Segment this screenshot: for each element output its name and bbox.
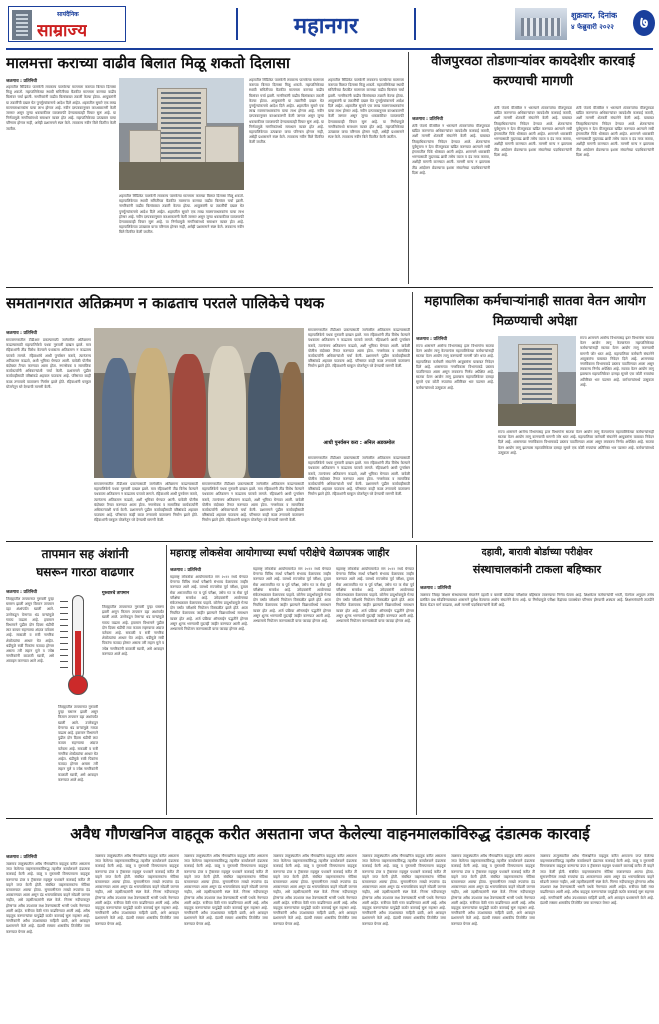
article-body-cont2: समतानगरातील टीडीआर प्रकल्पासाठी जागेवरील अतिक्रमण काढण्यासाठी महापालिकेचे पथक गुरुवारी दाखल झाले. मात्र रहिवाशांनी तीव्र विरोध केल्याने पथकाला अतिक्रमण न काढताच परतावे लागले. रहिवाशांचे आधी पुनर्वसन करावे, त्यानंतरच अतिक्रमण काढावे, अशी भूमिका घेण्यात आली. यावेळी पोलीस बंदोबस्त तैनात करण्यात आला होता. नगरसेवक व सामाजिक कार्यकर्त्यांनी अधिकाऱ्यांशी चर्चा केली. प्रशासनाने पुढील कार्यवाहीसाठी वरिष्ठांकडे अहवाल पाठवला आहे. परिसरात काही काळ तणावाचे वातावरण निर्माण झाले होते. रहिवाशांनी घरकुल योजनेतून घरे देण्याची मागणी केली. <box>202 482 304 523</box>
article-body-cont3: शहरातील सिंडिकेट पालकेनी लवकरच पालकेन्या मालमत्ता कराच्या बिलात दिलासा मिळू शकतो. महापालिकेच्या स्थायी समितीच्या बैठकीत मालमत्ता कराच्या वाढीव बिलांवर चर्चा झाली. नागरिकांनी वाढीव बिलांबाबत तक्रारी केल्या होत्या. आयुक्तांनी या तक्रारींची दखल घेत पुनर्मूल्यांकनाचे आदेश दिले आहेत. शहरातील सुमारे एक लाख मालमत्ताधारकांना याचा लाभ होणार आहे. नवीन दरपत्रकानुसार करआकारणी केली जाणार असून जुन्या थकबाकीवर व्याजमाफी देण्याबाबतही विचार सुरू आहे. या निर्णयामुळे नागरिकांमध्ये समाधान व्यक्त होत आहे. महापालिकेच्या उत्पन्नावर याचा परिणाम होणार नाही, असेही प्रशासनाने स्पष्ट केले. लवकरच नवीन बिले वितरित केली जातील. <box>328 78 404 140</box>
article-body: शहरातील सिंडिकेट पालकेनी लवकरच पालकेन्या मालमत्ता कराच्या बिलात दिलासा मिळू शकतो. महापालिकेच्या स्थायी समितीच्या बैठकीत मालमत्ता कराच्या वाढीव बिलांवर चर्चा झाली. नागरिकांनी वाढीव बिलांबाबत तक्रारी केल्या होत्या. आयुक्तांनी या तक्रारींची दखल घेत पुनर्मूल्यांकनाचे आदेश दिले आहेत. शहरातील सुमारे एक लाख मालमत्ताधारकांना याचा लाभ होणार आहे. नवीन दरपत्रकानुसार करआकारणी केली जाणार असून जुन्या थकबाकीवर व्याजमाफी देण्याबाबतही विचार सुरू आहे. या निर्णयामुळे नागरिकांमध्ये समाधान व्यक्त होत आहे. महापालिकेच्या उत्पन्नावर याचा परिणाम होणार नाही, असेही प्रशासनाने स्पष्ट केले. लवकरच नवीन बिले वितरित केली जातील. <box>6 85 116 131</box>
article-body: जळगाव तालुक्यातील अवैध गौणखनिज वाहतूक करीत असताना जप्त केलेल्या वाहनमालकांविरुद्ध तहसील कार्यालयाने दंडात्मक कारवाई केली आहे. वाळू व मुरुमाची विनापरवाना वाहतूक करणाऱ्या डंपर व ट्रॅक्टरवर महसूल पथकाने कारवाई करीत ती वाहने जप्त केली होती. संबंधित वाहनमालकांना नोटिसा बजावण्यात आल्या होत्या. सुनावणीनंतर लाखो रुपयांचा दंड आकारण्यात आला असून दंड भरल्याशिवाय वाहने सोडली जाणार नाहीत, असे तहसीलदारांनी स्पष्ट केले. गिरणा नदीपात्रातून होणाऱ्या अवैध उपशावर लक्ष ठेवण्यासाठी भरारी पथके नेमण्यात आली आहेत. रात्रीच्या वेळी गस्त वाढविण्यात आली आहे. अवैध वाहतूक करणाऱ्यांवर यापुढेही कठोर कारवाई सुरू राहणार आहे. नागरिकांनी अवैध उपशाबाबत माहिती द्यावी, असे आवाहन प्रशासनाने केले आहे. दंडाची रक्कम शासकीय तिजोरीत जमा करण्यात येणार आहे. <box>6 862 90 934</box>
article-byline: जळगाव : प्रतिनिधी <box>420 586 452 591</box>
article-body: शेती पंपाचे वीजबिल न भरल्याने शेतकऱ्यांचा वीजपुरवठा खंडित करणाऱ्या अधिकाऱ्यांवर कायदेशीर कारवाई करावी, अशी मागणी शेतकरी संघटनेने केली आहे. याबाबत जिल्हाधिकाऱ्यांना निवेदन देण्यात आले. शेतकऱ्यांना पूर्वसूचना न देता वीजपुरवठा खंडित करण्यात आल्याने रब्बी हंगामातील पिके धोक्यात आली आहेत. शासनाने थकबाकी भरण्यासाठी मुदतवाढ द्यावी तसेच व्याज व दंड माफ करावा, अशीही मागणी करण्यात आली. मागणी मान्य न झाल्यास तीव्र आंदोलन छेडण्याचा इशारा संघटनेच्या पदाधिकाऱ्यांनी दिला आहे. <box>412 124 490 175</box>
article-headline: मालमत्ता कराच्या वाढीव बिलात मिळू शकतो दिलासा <box>6 54 290 72</box>
article-byline: जळगाव : प्रतिनिधी <box>416 337 448 342</box>
section-title-box <box>236 8 416 40</box>
article-body: राज्य शासनाने आरोग्य विभागासह इतर विभागांना सातवा वेतन आयोग लागू केल्यानंतर महापालिकेच्या कर्मचाऱ्यांनाही सातवा वेतन आयोग लागू करण्याची मागणी जोर धरत आहे. महापालिका कर्मचारी संघटनेने आयुक्तांना याबाबत निवेदन दिले आहे. शासनाच्या नगरविकास विभागाकडे प्रस्ताव पाठविण्यात आला असून लवकरच निर्णय अपेक्षित आहे. सातवा वेतन आयोग लागू झाल्यास महापालिकेवर दरमहा सुमारे एक कोटी रुपयांचा अतिरिक्त भार पडणार आहे. कर्मचाऱ्यांमध्ये उत्सुकता आहे. <box>416 344 494 390</box>
article-property-tax <box>6 52 404 284</box>
article-body: जळगाव जिल्हा शिक्षण संस्थाचालक संघटनेने दहावी व बारावी बोर्डाच्या परीक्षांवर बहिष्कार टाकण्याचा निर्णय घेतला आहे. शिक्षकेतर कर्मचाऱ्यांची भरती, वेतनेतर अनुदान तसेच प्रलंबित प्रश्न सोडविण्याबाबत शासनाने दुर्लक्ष केल्याचा आरोप संघटनेने केला आहे. या निर्णयामुळे परीक्षा केंद्रांच्या व्यवस्थेवर परिणाम होण्याची शक्यता आहे. शिक्षणमंत्र्यांनी तातडीने बैठक घेऊन मार्ग काढावा, अशी मागणी पदाधिकाऱ्यांनी केली आहे. <box>420 593 654 608</box>
article-body-cont2: जिल्ह्यातील तापमानात गुरुवारी पुन्हा घसरण झाली असून किमान तापमान दहा अंशांपर्यंत खाली आले. उत्तरेकडून येणाऱ्या थंड वाऱ्यांमुळे गारठा वाढला आहे. हवामान विभागाने पुढील दोन दिवस थंडीची लाट कायम राहण्याचा अंदाज वर्तवला आहे. सकाळी व रात्री नागरिक शेकोट्यांचा आधार घेत आहेत. थंडीमुळे रब्बी पिकांना फायदा होणार असला तरी लहान मुले व ज्येष्ठ नागरिकांनी काळजी घ्यावी, असे आवाहन करण्यात आले आहे. <box>58 705 98 782</box>
article-body: महाराष्ट्र लोकसेवा आयोगामार्फत सन २०२२ मध्ये घेण्यात येणाऱ्या विविध स्पर्धा परीक्षांचे संभाव्य वेळापत्रक जाहीर करण्यात आले आहे. यामध्ये राज्यसेवा पूर्व परीक्षा, दुय्यम सेवा अराजपत्रित गट ब पूर्व परीक्षा, तसेच गट क सेवा पूर्व परीक्षेचा समावेश आहे. उमेदवारांनी आयोगाच्या संकेतस्थळावर वेळापत्रक पाहावे. कोरोना प्रादुर्भावामुळे गेल्या दोन वर्षांत परीक्षांचे नियोजन विस्कळीत झाले होते. आता नियमित वेळापत्रक जाहीर झाल्याने विद्यार्थ्यांमध्ये समाधान व्यक्त होत आहे. अर्ज प्रक्रिया ऑनलाईन पद्धतीने होणार असून शुल्क भरण्याची मुदतही जाहीर करण्यात आली आहे. अभ्यासाचे नियोजन करण्यासाठी याचा फायदा होणार आहे. <box>170 575 248 632</box>
section-rule <box>6 287 653 288</box>
municipal-building-photo <box>119 78 244 190</box>
article-body-cont2: शहरातील सिंडिकेट पालकेनी लवकरच पालकेन्या मालमत्ता कराच्या बिलात दिलासा मिळू शकतो. महापालिकेच्या स्थायी समितीच्या बैठकीत मालमत्ता कराच्या वाढीव बिलांवर चर्चा झाली. नागरिकांनी वाढीव बिलांबाबत तक्रारी केल्या होत्या. आयुक्तांनी या तक्रारींची दखल घेत पुनर्मूल्यांकनाचे आदेश दिले आहेत. शहरातील सुमारे एक लाख मालमत्ताधारकांना याचा लाभ होणार आहे. नवीन दरपत्रकानुसार करआकारणी केली जाणार असून जुन्या थकबाकीवर व्याजमाफी देण्याबाबतही विचार सुरू आहे. या निर्णयामुळे नागरिकांमध्ये समाधान व्यक्त होत आहे. महापालिकेच्या उत्पन्नावर याचा परिणाम होणार नाही, असेही प्रशासनाने स्पष्ट केले. लवकरच नवीन बिले वितरित केली जातील. <box>249 78 324 145</box>
article-headline: समतानगरात अतिक्रमण न काढताच परतले पालिकेचे पथक <box>6 294 325 312</box>
article-headline: महाराष्ट्र लोकसेवा आयोगाच्या स्पर्धा परीक्षेचे वेळापत्रक जाहीर <box>170 548 390 559</box>
article-mpsc-schedule <box>170 545 414 815</box>
article-body-col7: जळगाव तालुक्यातील अवैध गौणखनिज वाहतूक करीत असताना जप्त केलेल्या वाहनमालकांविरुद्ध तहसील कार्यालयाने दंडात्मक कारवाई केली आहे. वाळू व मुरुमाची विनापरवाना वाहतूक करणाऱ्या डंपर व ट्रॅक्टरवर महसूल पथकाने कारवाई करीत ती वाहने जप्त केली होती. संबंधित वाहनमालकांना नोटिसा बजावण्यात आल्या होत्या. सुनावणीनंतर लाखो रुपयांचा दंड आकारण्यात आला असून दंड भरल्याशिवाय वाहने सोडली जाणार नाहीत, असे तहसीलदारांनी स्पष्ट केले. गिरणा नदीपात्रातून होणाऱ्या अवैध उपशावर लक्ष ठेवण्यासाठी भरारी पथके नेमण्यात आली आहेत. रात्रीच्या वेळी गस्त वाढविण्यात आली आहे. अवैध वाहतूक करणाऱ्यांवर यापुढेही कठोर कारवाई सुरू राहणार आहे. नागरिकांनी अवैध उपशाबाबत माहिती द्यावी, असे आवाहन प्रशासनाने केले आहे. दंडाची रक्कम शासकीय तिजोरीत जमा करण्यात येणार आहे. <box>540 854 654 905</box>
section-rule <box>6 818 653 819</box>
byline-text: जळगाव : प्रतिनिधी <box>6 79 38 84</box>
article-body-cont4: समतानगरातील टीडीआर प्रकल्पासाठी जागेवरील अतिक्रमण काढण्यासाठी महापालिकेचे पथक गुरुवारी दाखल झाले. मात्र रहिवाशांनी तीव्र विरोध केल्याने पथकाला अतिक्रमण न काढताच परतावे लागले. रहिवाशांचे आधी पुनर्वसन करावे, त्यानंतरच अतिक्रमण काढावे, अशी भूमिका घेण्यात आली. यावेळी पोलीस बंदोबस्त तैनात करण्यात आला होता. नगरसेवक व सामाजिक कार्यकर्त्यांनी अधिकाऱ्यांशी चर्चा केली. प्रशासनाने पुढील कार्यवाहीसाठी वरिष्ठांकडे अहवाल पाठवला आहे. परिसरात काही काळ तणावाचे वातावरण निर्माण झाले होते. रहिवाशांनी घरकुल योजनेतून घरे देण्याची मागणी केली. <box>308 456 410 497</box>
article-temperature <box>6 545 164 815</box>
masthead <box>0 0 659 48</box>
article-byline <box>6 78 116 255</box>
article-pay-commission <box>416 292 654 538</box>
article-body-col4: जळगाव तालुक्यातील अवैध गौणखनिज वाहतूक करीत असताना जप्त केलेल्या वाहनमालकांविरुद्ध तहसील कार्यालयाने दंडात्मक कारवाई केली आहे. वाळू व मुरुमाची विनापरवाना वाहतूक करणाऱ्या डंपर व ट्रॅक्टरवर महसूल पथकाने कारवाई करीत ती वाहने जप्त केली होती. संबंधित वाहनमालकांना नोटिसा बजावण्यात आल्या होत्या. सुनावणीनंतर लाखो रुपयांचा दंड आकारण्यात आला असून दंड भरल्याशिवाय वाहने सोडली जाणार नाहीत, असे तहसीलदारांनी स्पष्ट केले. गिरणा नदीपात्रातून होणाऱ्या अवैध उपशावर लक्ष ठेवण्यासाठी भरारी पथके नेमण्यात आली आहेत. रात्रीच्या वेळी गस्त वाढविण्यात आली आहे. अवैध वाहतूक करणाऱ्यांवर यापुढेही कठोर कारवाई सुरू राहणार आहे. नागरिकांनी अवैध उपशाबाबत माहिती द्यावी, असे आवाहन प्रशासनाने केले आहे. दंडाची रक्कम शासकीय तिजोरीत जमा करण्यात येणार आहे. <box>273 854 357 926</box>
section-title: महानगर <box>293 14 359 39</box>
article-body-cont2: राज्य शासनाने आरोग्य विभागासह इतर विभागांना सातवा वेतन आयोग लागू केल्यानंतर महापालिकेच्या कर्मचाऱ्यांनाही सातवा वेतन आयोग लागू करण्याची मागणी जोर धरत आहे. महापालिका कर्मचारी संघटनेने आयुक्तांना याबाबत निवेदन दिले आहे. शासनाच्या नगरविकास विभागाकडे प्रस्ताव पाठविण्यात आला असून लवकरच निर्णय अपेक्षित आहे. सातवा वेतन आयोग लागू झाल्यास महापालिकेवर दरमहा सुमारे एक कोटी रुपयांचा अतिरिक्त भार पडणार आहे. कर्मचाऱ्यांमध्ये उत्सुकता आहे. <box>580 336 654 387</box>
article-byline: जळगाव : प्रतिनिधी <box>412 117 444 122</box>
masthead-rule <box>6 48 653 50</box>
article-byline: जळगाव : प्रतिनिधी <box>170 568 202 573</box>
municipal-office-photo <box>498 336 576 426</box>
column-rule <box>166 545 167 815</box>
masthead-logo-box <box>8 6 126 42</box>
masthead-date-box <box>515 6 655 42</box>
thermometer-label: गुरुवारचे तापमान <box>102 591 130 596</box>
date-line-1: शुक्रवार, दिनांक <box>571 11 618 20</box>
article-body: समतानगरातील टीडीआर प्रकल्पासाठी जागेवरील अतिक्रमण काढण्यासाठी महापालिकेचे पथक गुरुवारी दाखल झाले. मात्र रहिवाशांनी तीव्र विरोध केल्याने पथकाला अतिक्रमण न काढताच परतावे लागले. रहिवाशांचे आधी पुनर्वसन करावे, त्यानंतरच अतिक्रमण काढावे, अशी भूमिका घेण्यात आली. यावेळी पोलीस बंदोबस्त तैनात करण्यात आला होता. नगरसेवक व सामाजिक कार्यकर्त्यांनी अधिकाऱ्यांशी चर्चा केली. प्रशासनाने पुढील कार्यवाहीसाठी वरिष्ठांकडे अहवाल पाठवला आहे. परिसरात काही काळ तणावाचे वातावरण निर्माण झाले होते. रहिवाशांनी घरकुल योजनेतून घरे देण्याची मागणी केली. <box>6 338 91 389</box>
article-headline: महापालिका कर्मचाऱ्यांनाही सातवा वेतन आयोग मिळण्याची अपेक्षा <box>424 294 646 329</box>
section-rule <box>6 541 653 542</box>
masthead-graphic <box>515 8 567 40</box>
logo-wordmark: साम्राज्य <box>37 21 88 41</box>
article-board-exam <box>420 545 654 815</box>
article-subheadline: आधी पुनर्वसन करा : अनिल अडकमोल <box>323 440 395 446</box>
article-headline-1: दहावी, बारावी बोर्डाच्या परीक्षेवर <box>481 547 593 558</box>
article-headline-2: घसरून गारठा वाढणार <box>36 565 134 579</box>
article-body-cont3: समतानगरातील टीडीआर प्रकल्पासाठी जागेवरील अतिक्रमण काढण्यासाठी महापालिकेचे पथक गुरुवारी दाखल झाले. मात्र रहिवाशांनी तीव्र विरोध केल्याने पथकाला अतिक्रमण न काढताच परतावे लागले. रहिवाशांचे आधी पुनर्वसन करावे, त्यानंतरच अतिक्रमण काढावे, अशी भूमिका घेण्यात आली. यावेळी पोलीस बंदोबस्त तैनात करण्यात आला होता. नगरसेवक व सामाजिक कार्यकर्त्यांनी अधिकाऱ्यांशी चर्चा केली. प्रशासनाने पुढील कार्यवाहीसाठी वरिष्ठांकडे अहवाल पाठवला आहे. परिसरात काही काळ तणावाचे वातावरण निर्माण झाले होते. रहिवाशांनी घरकुल योजनेतून घरे देण्याची मागणी केली. <box>308 328 410 369</box>
article-byline: जळगाव : प्रतिनिधी <box>6 590 38 595</box>
article-body-cont: महाराष्ट्र लोकसेवा आयोगामार्फत सन २०२२ मध्ये घेण्यात येणाऱ्या विविध स्पर्धा परीक्षांचे संभाव्य वेळापत्रक जाहीर करण्यात आले आहे. यामध्ये राज्यसेवा पूर्व परीक्षा, दुय्यम सेवा अराजपत्रित गट ब पूर्व परीक्षा, तसेच गट क सेवा पूर्व परीक्षेचा समावेश आहे. उमेदवारांनी आयोगाच्या संकेतस्थळावर वेळापत्रक पाहावे. कोरोना प्रादुर्भावामुळे गेल्या दोन वर्षांत परीक्षांचे नियोजन विस्कळीत झाले होते. आता नियमित वेळापत्रक जाहीर झाल्याने विद्यार्थ्यांमध्ये समाधान व्यक्त होत आहे. अर्ज प्रक्रिया ऑनलाईन पद्धतीने होणार असून शुल्क भरण्याची मुदतही जाहीर करण्यात आली आहे. अभ्यासाचे नियोजन करण्यासाठी याचा फायदा होणार आहे. <box>253 567 331 624</box>
page-number: ७ <box>633 10 655 36</box>
article-body-cont: समतानगरातील टीडीआर प्रकल्पासाठी जागेवरील अतिक्रमण काढण्यासाठी महापालिकेचे पथक गुरुवारी दाखल झाले. मात्र रहिवाशांनी तीव्र विरोध केल्याने पथकाला अतिक्रमण न काढताच परतावे लागले. रहिवाशांचे आधी पुनर्वसन करावे, त्यानंतरच अतिक्रमण काढावे, अशी भूमिका घेण्यात आली. यावेळी पोलीस बंदोबस्त तैनात करण्यात आला होता. नगरसेवक व सामाजिक कार्यकर्त्यांनी अधिकाऱ्यांशी चर्चा केली. प्रशासनाने पुढील कार्यवाहीसाठी वरिष्ठांकडे अहवाल पाठवला आहे. परिसरात काही काळ तणावाचे वातावरण निर्माण झाले होते. रहिवाशांनी घरकुल योजनेतून घरे देण्याची मागणी केली. <box>94 482 198 523</box>
article-body-col3: जळगाव तालुक्यातील अवैध गौणखनिज वाहतूक करीत असताना जप्त केलेल्या वाहनमालकांविरुद्ध तहसील कार्यालयाने दंडात्मक कारवाई केली आहे. वाळू व मुरुमाची विनापरवाना वाहतूक करणाऱ्या डंपर व ट्रॅक्टरवर महसूल पथकाने कारवाई करीत ती वाहने जप्त केली होती. संबंधित वाहनमालकांना नोटिसा बजावण्यात आल्या होत्या. सुनावणीनंतर लाखो रुपयांचा दंड आकारण्यात आला असून दंड भरल्याशिवाय वाहने सोडली जाणार नाहीत, असे तहसीलदारांनी स्पष्ट केले. गिरणा नदीपात्रातून होणाऱ्या अवैध उपशावर लक्ष ठेवण्यासाठी भरारी पथके नेमण्यात आली आहेत. रात्रीच्या वेळी गस्त वाढविण्यात आली आहे. अवैध वाहतूक करणाऱ्यांवर यापुढेही कठोर कारवाई सुरू राहणार आहे. नागरिकांनी अवैध उपशाबाबत माहिती द्यावी, असे आवाहन प्रशासनाने केले आहे. दंडाची रक्कम शासकीय तिजोरीत जमा करण्यात येणार आहे. <box>184 854 268 926</box>
article-byline: जळगाव : प्रतिनिधी <box>6 855 38 860</box>
article-body: जिल्ह्यातील तापमानात गुरुवारी पुन्हा घसरण झाली असून किमान तापमान दहा अंशांपर्यंत खाली आले. उत्तरेकडून येणाऱ्या थंड वाऱ्यांमुळे गारठा वाढला आहे. हवामान विभागाने पुढील दोन दिवस थंडीची लाट कायम राहण्याचा अंदाज वर्तवला आहे. सकाळी व रात्री नागरिक शेकोट्यांचा आधार घेत आहेत. थंडीमुळे रब्बी पिकांना फायदा होणार असला तरी लहान मुले व ज्येष्ठ नागरिकांनी काळजी घ्यावी, असे आवाहन करण्यात आले आहे. <box>6 597 54 664</box>
article-body-cont2: महाराष्ट्र लोकसेवा आयोगामार्फत सन २०२२ मध्ये घेण्यात येणाऱ्या विविध स्पर्धा परीक्षांचे संभाव्य वेळापत्रक जाहीर करण्यात आले आहे. यामध्ये राज्यसेवा पूर्व परीक्षा, दुय्यम सेवा अराजपत्रित गट ब पूर्व परीक्षा, तसेच गट क सेवा पूर्व परीक्षेचा समावेश आहे. उमेदवारांनी आयोगाच्या संकेतस्थळावर वेळापत्रक पाहावे. कोरोना प्रादुर्भावामुळे गेल्या दोन वर्षांत परीक्षांचे नियोजन विस्कळीत झाले होते. आता नियमित वेळापत्रक जाहीर झाल्याने विद्यार्थ्यांमध्ये समाधान व्यक्त होत आहे. अर्ज प्रक्रिया ऑनलाईन पद्धतीने होणार असून शुल्क भरण्याची मुदतही जाहीर करण्यात आली आहे. अभ्यासाचे नियोजन करण्यासाठी याचा फायदा होणार आहे. <box>336 567 414 624</box>
logo-building-icon <box>12 10 32 40</box>
date-line-2: ४ फेब्रुवारी २०२२ <box>571 23 614 31</box>
article-body-col2: जळगाव तालुक्यातील अवैध गौणखनिज वाहतूक करीत असताना जप्त केलेल्या वाहनमालकांविरुद्ध तहसील कार्यालयाने दंडात्मक कारवाई केली आहे. वाळू व मुरुमाची विनापरवाना वाहतूक करणाऱ्या डंपर व ट्रॅक्टरवर महसूल पथकाने कारवाई करीत ती वाहने जप्त केली होती. संबंधित वाहनमालकांना नोटिसा बजावण्यात आल्या होत्या. सुनावणीनंतर लाखो रुपयांचा दंड आकारण्यात आला असून दंड भरल्याशिवाय वाहने सोडली जाणार नाहीत, असे तहसीलदारांनी स्पष्ट केले. गिरणा नदीपात्रातून होणाऱ्या अवैध उपशावर लक्ष ठेवण्यासाठी भरारी पथके नेमण्यात आली आहेत. रात्रीच्या वेळी गस्त वाढविण्यात आली आहे. अवैध वाहतूक करणाऱ्यांवर यापुढेही कठोर कारवाई सुरू राहणार आहे. नागरिकांनी अवैध उपशाबाबत माहिती द्यावी, असे आवाहन प्रशासनाने केले आहे. दंडाची रक्कम शासकीय तिजोरीत जमा करण्यात येणार आहे. <box>95 854 179 926</box>
article-illegal-mining <box>6 822 654 1020</box>
article-body-cont: शहरातील सिंडिकेट पालकेनी लवकरच पालकेन्या मालमत्ता कराच्या बिलात दिलासा मिळू शकतो. महापालिकेच्या स्थायी समितीच्या बैठकीत मालमत्ता कराच्या वाढीव बिलांवर चर्चा झाली. नागरिकांनी वाढीव बिलांबाबत तक्रारी केल्या होत्या. आयुक्तांनी या तक्रारींची दखल घेत पुनर्मूल्यांकनाचे आदेश दिले आहेत. शहरातील सुमारे एक लाख मालमत्ताधारकांना याचा लाभ होणार आहे. नवीन दरपत्रकानुसार करआकारणी केली जाणार असून जुन्या थकबाकीवर व्याजमाफी देण्याबाबतही विचार सुरू आहे. या निर्णयामुळे नागरिकांमध्ये समाधान व्यक्त होत आहे. महापालिकेच्या उत्पन्नावर याचा परिणाम होणार नाही, असेही प्रशासनाने स्पष्ट केले. लवकरच नवीन बिले वितरित केली जातील. <box>119 194 244 235</box>
article-power-cut <box>412 52 654 284</box>
logo-tagline: सायंदैनिक <box>57 11 79 18</box>
article-encroachment <box>6 292 410 538</box>
column-rule <box>416 545 417 815</box>
article-headline: अवैध गौणखनिज वाहतूक करीत असताना जप्त केलेल्या वाहनमालकांविरुद्ध दंडात्मक कारवाई <box>70 825 590 843</box>
officials-crowd-photo <box>94 328 304 478</box>
article-body-cont: जिल्ह्यातील तापमानात गुरुवारी पुन्हा घसरण झाली असून किमान तापमान दहा अंशांपर्यंत खाली आले. उत्तरेकडून येणाऱ्या थंड वाऱ्यांमुळे गारठा वाढला आहे. हवामान विभागाने पुढील दोन दिवस थंडीची लाट कायम राहण्याचा अंदाज वर्तवला आहे. सकाळी व रात्री नागरिक शेकोट्यांचा आधार घेत आहेत. थंडीमुळे रब्बी पिकांना फायदा होणार असला तरी लहान मुले व ज्येष्ठ नागरिकांनी काळजी घ्यावी, असे आवाहन करण्यात आले आहे. <box>102 605 164 656</box>
article-headline-1: तापमान सह अंशांनी <box>41 547 129 561</box>
article-byline: जळगाव : प्रतिनिधी <box>6 331 38 336</box>
article-body-col6: जळगाव तालुक्यातील अवैध गौणखनिज वाहतूक करीत असताना जप्त केलेल्या वाहनमालकांविरुद्ध तहसील कार्यालयाने दंडात्मक कारवाई केली आहे. वाळू व मुरुमाची विनापरवाना वाहतूक करणाऱ्या डंपर व ट्रॅक्टरवर महसूल पथकाने कारवाई करीत ती वाहने जप्त केली होती. संबंधित वाहनमालकांना नोटिसा बजावण्यात आल्या होत्या. सुनावणीनंतर लाखो रुपयांचा दंड आकारण्यात आला असून दंड भरल्याशिवाय वाहने सोडली जाणार नाहीत, असे तहसीलदारांनी स्पष्ट केले. गिरणा नदीपात्रातून होणाऱ्या अवैध उपशावर लक्ष ठेवण्यासाठी भरारी पथके नेमण्यात आली आहेत. रात्रीच्या वेळी गस्त वाढविण्यात आली आहे. अवैध वाहतूक करणाऱ्यांवर यापुढेही कठोर कारवाई सुरू राहणार आहे. नागरिकांनी अवैध उपशाबाबत माहिती द्यावी, असे आवाहन प्रशासनाने केले आहे. दंडाची रक्कम शासकीय तिजोरीत जमा करण्यात येणार आहे. <box>451 854 535 926</box>
article-body-cont2: शेती पंपाचे वीजबिल न भरल्याने शेतकऱ्यांचा वीजपुरवठा खंडित करणाऱ्या अधिकाऱ्यांवर कायदेशीर कारवाई करावी, अशी मागणी शेतकरी संघटनेने केली आहे. याबाबत जिल्हाधिकाऱ्यांना निवेदन देण्यात आले. शेतकऱ्यांना पूर्वसूचना न देता वीजपुरवठा खंडित करण्यात आल्याने रब्बी हंगामातील पिके धोक्यात आली आहेत. शासनाने थकबाकी भरण्यासाठी मुदतवाढ द्यावी तसेच व्याज व दंड माफ करावा, अशीही मागणी करण्यात आली. मागणी मान्य न झाल्यास तीव्र आंदोलन छेडण्याचा इशारा संघटनेच्या पदाधिकाऱ्यांनी दिला आहे. <box>576 106 654 157</box>
article-headline-2: संस्थाचालकांनी टाकला बहिष्कार <box>472 563 602 576</box>
article-body-col5: जळगाव तालुक्यातील अवैध गौणखनिज वाहतूक करीत असताना जप्त केलेल्या वाहनमालकांविरुद्ध तहसील कार्यालयाने दंडात्मक कारवाई केली आहे. वाळू व मुरुमाची विनापरवाना वाहतूक करणाऱ्या डंपर व ट्रॅक्टरवर महसूल पथकाने कारवाई करीत ती वाहने जप्त केली होती. संबंधित वाहनमालकांना नोटिसा बजावण्यात आल्या होत्या. सुनावणीनंतर लाखो रुपयांचा दंड आकारण्यात आला असून दंड भरल्याशिवाय वाहने सोडली जाणार नाहीत, असे तहसीलदारांनी स्पष्ट केले. गिरणा नदीपात्रातून होणाऱ्या अवैध उपशावर लक्ष ठेवण्यासाठी भरारी पथके नेमण्यात आली आहेत. रात्रीच्या वेळी गस्त वाढविण्यात आली आहे. अवैध वाहतूक करणाऱ्यांवर यापुढेही कठोर कारवाई सुरू राहणार आहे. नागरिकांनी अवैध उपशाबाबत माहिती द्यावी, असे आवाहन प्रशासनाने केले आहे. दंडाची रक्कम शासकीय तिजोरीत जमा करण्यात येणार आहे. <box>362 854 446 926</box>
column-rule <box>408 52 409 284</box>
column-rule <box>412 292 413 538</box>
thermometer-icon <box>58 591 98 701</box>
article-body-cont: राज्य शासनाने आरोग्य विभागासह इतर विभागांना सातवा वेतन आयोग लागू केल्यानंतर महापालिकेच्या कर्मचाऱ्यांनाही सातवा वेतन आयोग लागू करण्याची मागणी जोर धरत आहे. महापालिका कर्मचारी संघटनेने आयुक्तांना याबाबत निवेदन दिले आहे. शासनाच्या नगरविकास विभागाकडे प्रस्ताव पाठविण्यात आला असून लवकरच निर्णय अपेक्षित आहे. सातवा वेतन आयोग लागू झाल्यास महापालिकेवर दरमहा सुमारे एक कोटी रुपयांचा अतिरिक्त भार पडणार आहे. कर्मचाऱ्यांमध्ये उत्सुकता आहे. <box>498 430 654 455</box>
article-headline: वीजपुरवठा तोडणाऱ्यांवर कायदेशीर कारवाई करण्याची मागणी <box>431 54 635 89</box>
article-body-cont: शेती पंपाचे वीजबिल न भरल्याने शेतकऱ्यांचा वीजपुरवठा खंडित करणाऱ्या अधिकाऱ्यांवर कायदेशीर कारवाई करावी, अशी मागणी शेतकरी संघटनेने केली आहे. याबाबत जिल्हाधिकाऱ्यांना निवेदन देण्यात आले. शेतकऱ्यांना पूर्वसूचना न देता वीजपुरवठा खंडित करण्यात आल्याने रब्बी हंगामातील पिके धोक्यात आली आहेत. शासनाने थकबाकी भरण्यासाठी मुदतवाढ द्यावी तसेच व्याज व दंड माफ करावा, अशीही मागणी करण्यात आली. मागणी मान्य न झाल्यास तीव्र आंदोलन छेडण्याचा इशारा संघटनेच्या पदाधिकाऱ्यांनी दिला आहे. <box>494 106 572 157</box>
